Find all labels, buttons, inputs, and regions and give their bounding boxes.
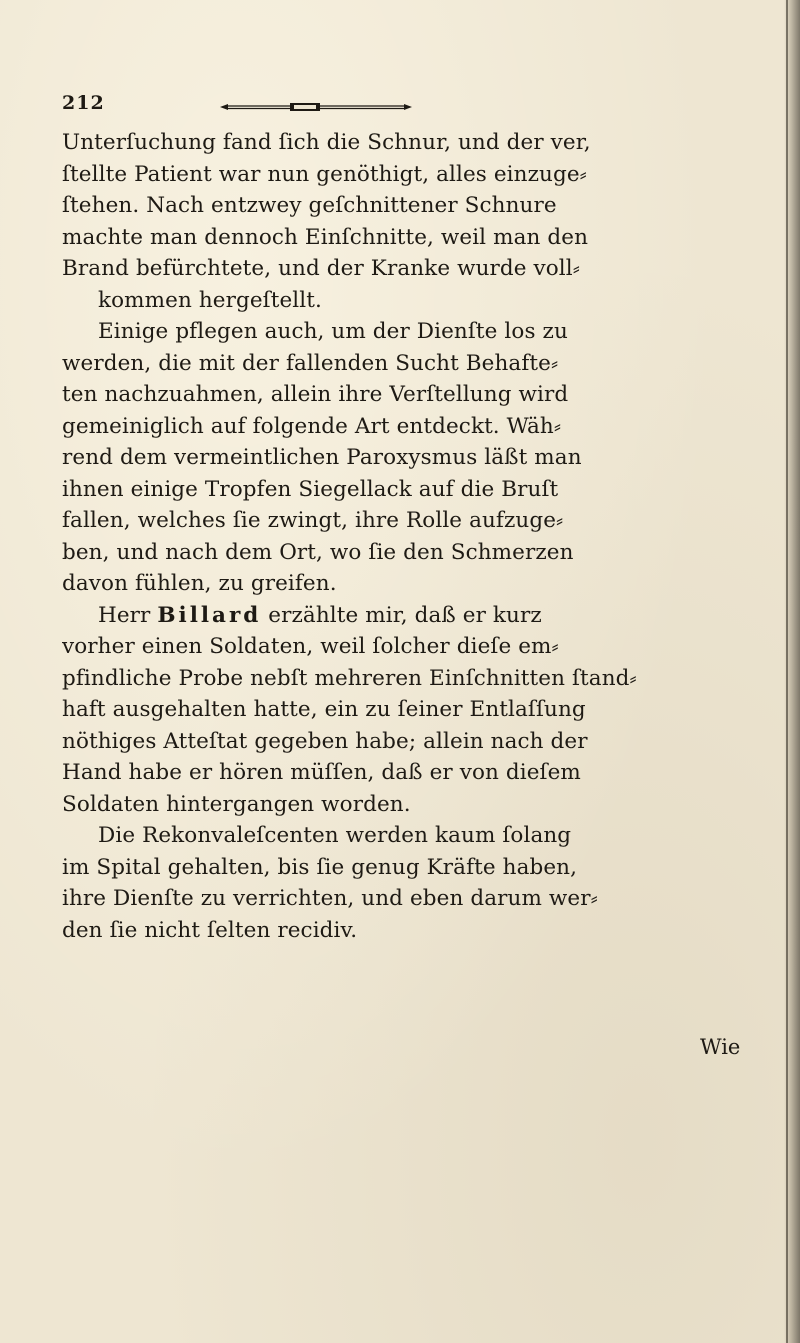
catchword: Wie xyxy=(700,1035,741,1059)
text-line: kommen hergeſtellt. xyxy=(98,287,322,313)
text-line: werden, die mit der fallenden Sucht Behafte⸗ xyxy=(62,350,559,376)
page-edge-line xyxy=(786,0,788,1343)
text-line: den ſie nicht ſelten recidiv. xyxy=(62,917,358,943)
text-line: Unterſuchung fand ſich die Schnur, und der ver, xyxy=(62,130,591,155)
text-line: ſtellte Patient war nun genöthigt, alles einzuge⸗ xyxy=(62,161,587,187)
text-line: nöthiges Atteſtat gegeben habe; allein nach der xyxy=(62,728,588,754)
text-fragment: Herr xyxy=(98,602,151,628)
text-fragment: erzählte mir, daß er kurz xyxy=(268,602,542,628)
text-line: im Spital gehalten, bis ſie genug Kräfte haben, xyxy=(62,854,578,880)
header-ornament xyxy=(220,102,420,112)
text-line: machte man dennoch Einſchnitte, weil man den xyxy=(62,224,589,250)
text-line: Soldaten hintergangen worden. xyxy=(62,791,411,817)
text-line: vorher einen Soldaten, weil ſolcher dieſe em⸗ xyxy=(62,634,559,659)
text-line: haft ausgehalten hatte, ein zu ſeiner Entlaſſung xyxy=(62,697,586,722)
paragraph-start xyxy=(62,600,767,632)
text-line: Hand habe er hören müſſen, daß er von dieſem xyxy=(62,760,581,785)
page-number: 212 xyxy=(62,92,105,114)
text-line: davon fühlen, zu greifen. xyxy=(62,571,337,596)
text-line: rend dem vermeintlichen Paroxysmus läßt man xyxy=(62,445,582,470)
body-text xyxy=(62,127,767,946)
text-line: ihnen einige Tropfen Siegellack auf die Bruſt xyxy=(62,476,559,502)
text-line: fallen, welches ſie zwingt, ihre Rolle aufzuge⸗ xyxy=(62,508,564,533)
paragraph-start: Einige pflegen auch, um der Dienſte los zu xyxy=(98,319,568,344)
page-header xyxy=(62,92,762,122)
paragraph-start: Die Rekonvaleſcenten werden kaum ſolang xyxy=(98,823,572,848)
text-line: gemeiniglich auf folgende Art entdeckt. Wäh⸗ xyxy=(62,413,562,439)
text-line: ben, und nach dem Ort, wo ſie den Schmerzen xyxy=(62,539,574,565)
text-line: Brand befürchtete, und der Kranke wurde voll⸗ xyxy=(62,256,581,281)
person-name: Billard xyxy=(157,602,262,628)
text-line: ten nachzuahmen, allein ihre Verſtellung wird xyxy=(62,382,569,407)
text-line: pfindliche Probe nebſt mehreren Einſchnitten ſtand⸗ xyxy=(62,665,637,691)
text-line: ſtehen. Nach entzwey geſchnittener Schnure xyxy=(62,193,557,218)
text-line: ihre Dienſte zu verrichten, und eben darum wer⸗ xyxy=(62,886,598,911)
